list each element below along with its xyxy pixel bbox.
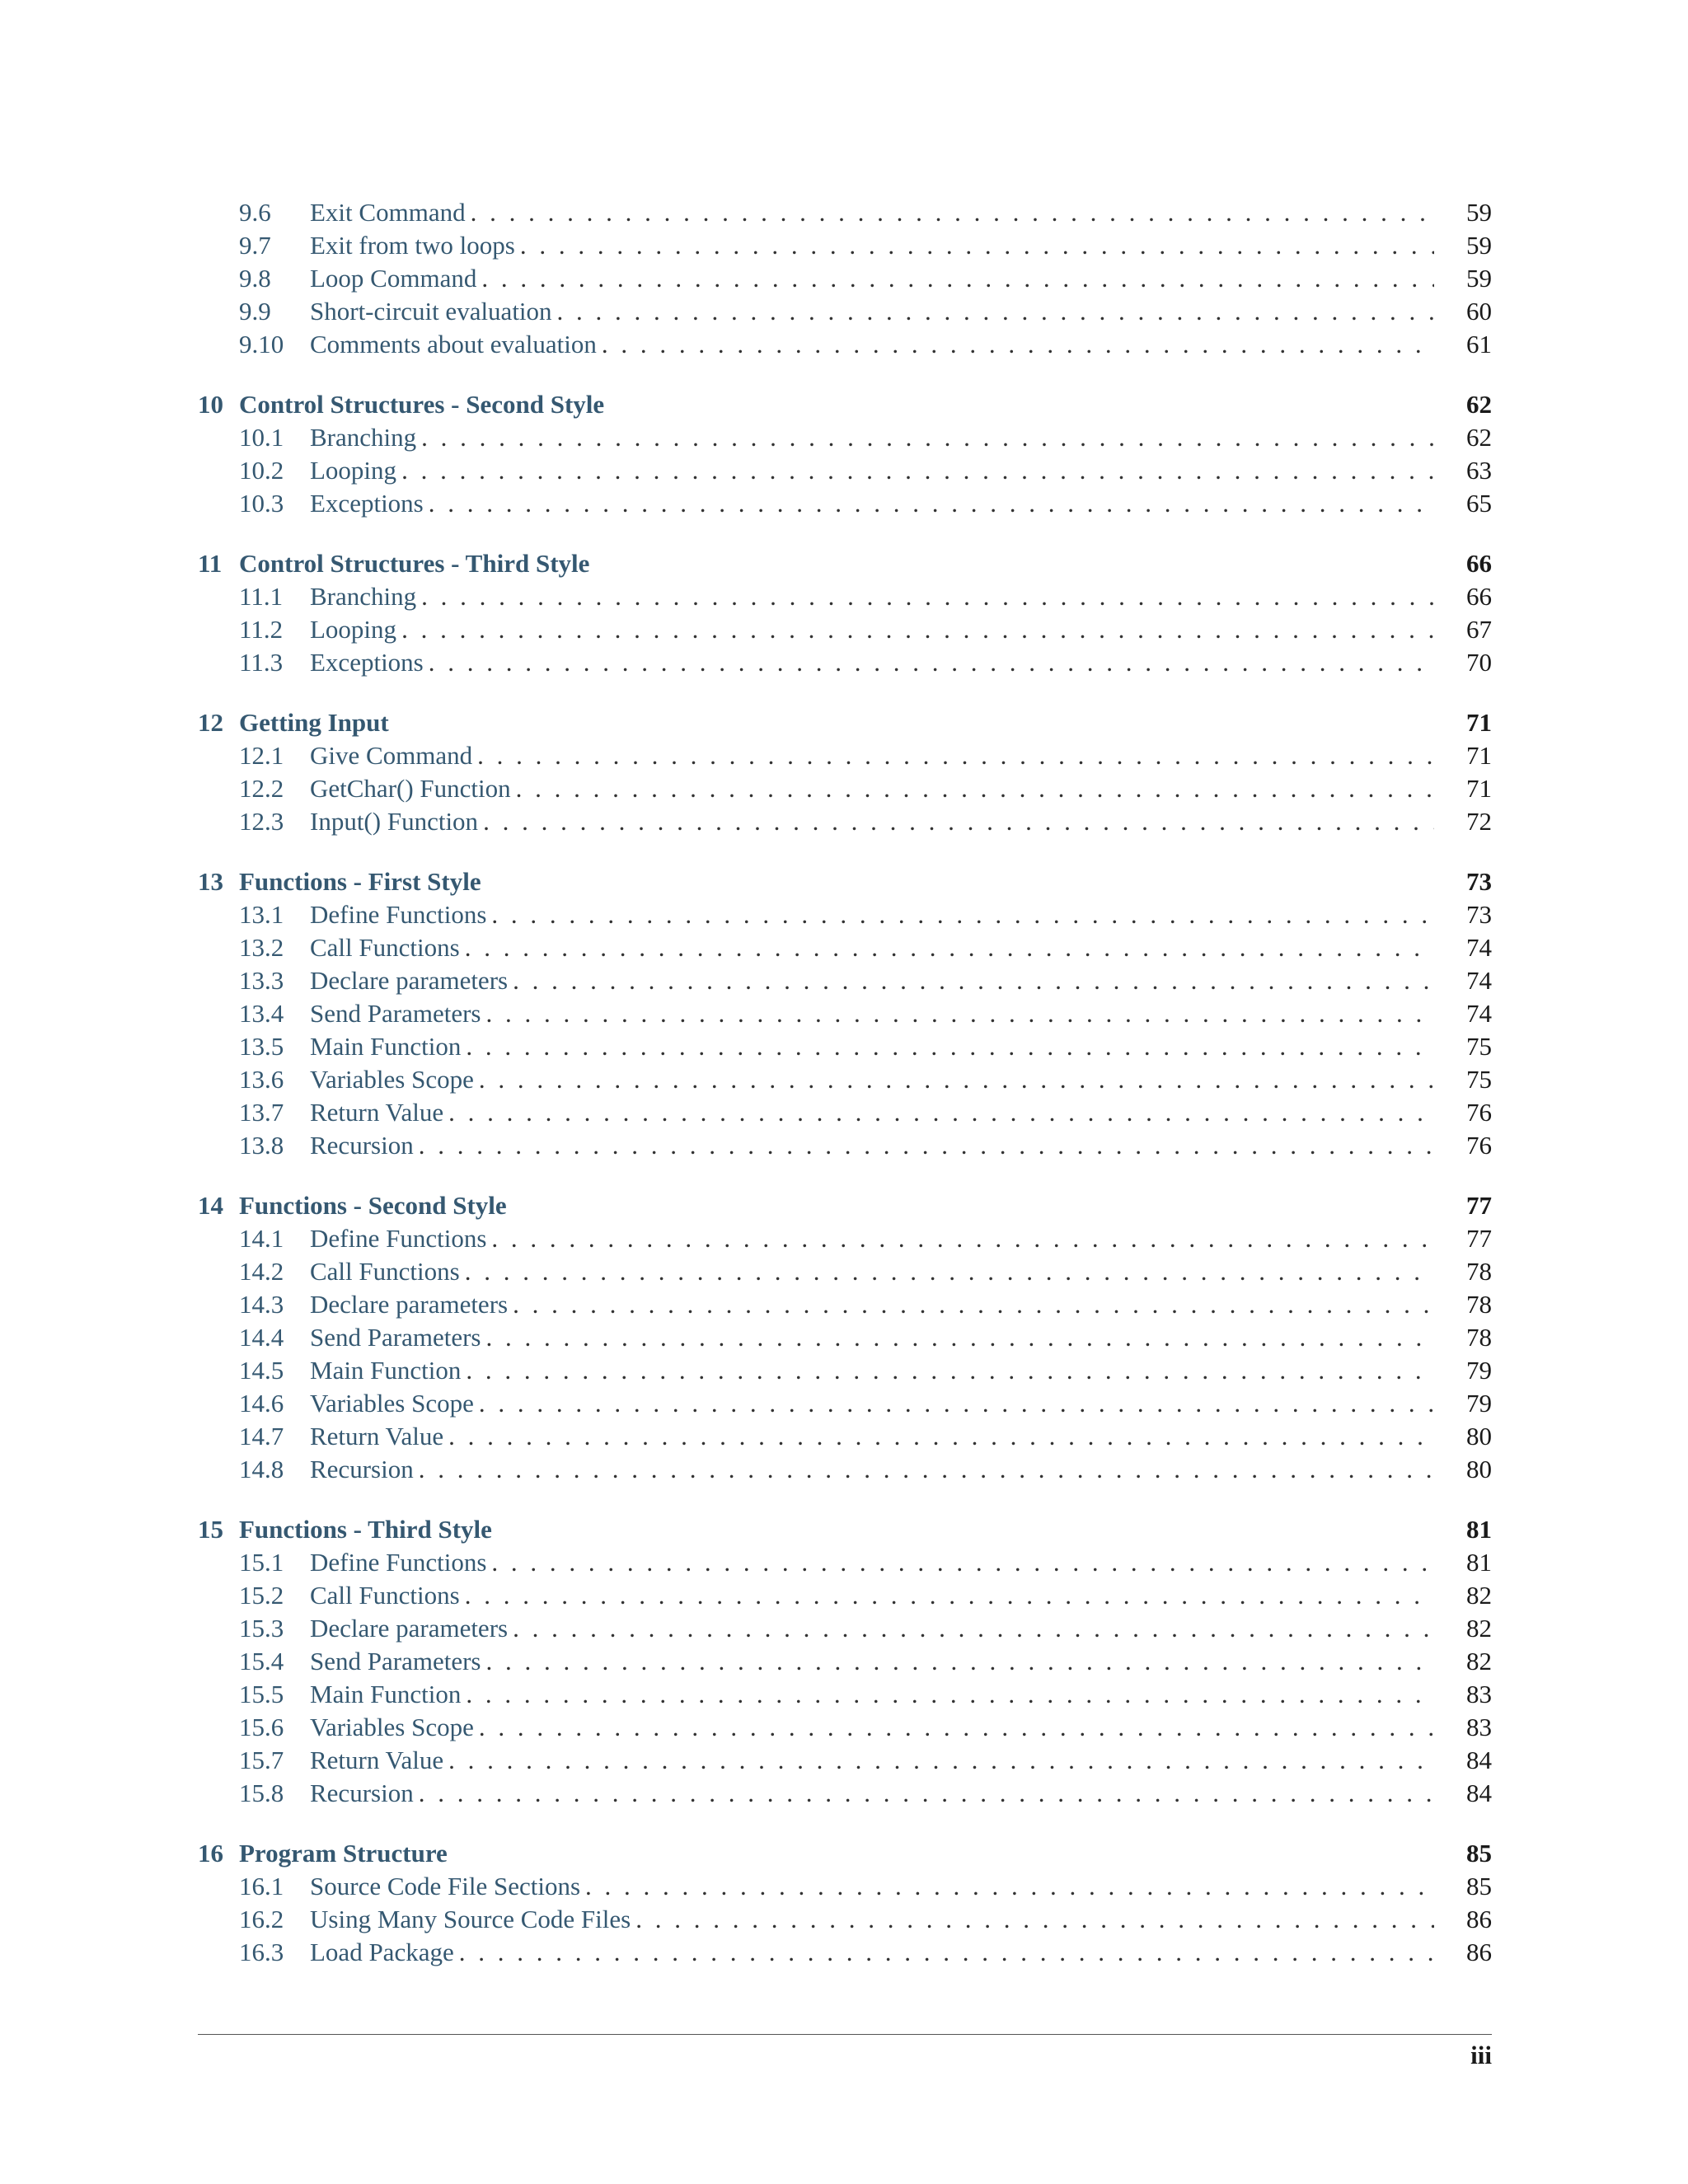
- section-page-number: 85: [1466, 1872, 1492, 1900]
- section-entry[interactable]: [198, 613, 1492, 646]
- dot-leader: [513, 1612, 1434, 1645]
- section-entry[interactable]: [198, 1288, 1492, 1321]
- chapter-entry[interactable]: [198, 706, 1492, 739]
- dot-leader: [465, 1579, 1434, 1612]
- section-entry[interactable]: [198, 580, 1492, 613]
- section-entry[interactable]: [198, 772, 1492, 805]
- section-entry[interactable]: [198, 1903, 1492, 1936]
- dot-leader: [485, 1645, 1434, 1678]
- section-entry[interactable]: [198, 196, 1492, 229]
- section-page-number: 74: [1466, 933, 1492, 962]
- section-page-number: 78: [1466, 1257, 1492, 1286]
- dot-leader: [491, 1546, 1434, 1579]
- section-number-link[interactable]: 13.2: [239, 933, 284, 962]
- dot-leader: [401, 454, 1434, 487]
- section-entry[interactable]: [198, 1711, 1492, 1744]
- section-page-number: 78: [1466, 1290, 1492, 1319]
- chapter-entry[interactable]: [198, 388, 1492, 421]
- section-title-link[interactable]: Loop Command: [310, 264, 477, 293]
- section-number-link[interactable]: 13.6: [239, 1065, 284, 1094]
- section-entry[interactable]: [198, 1777, 1492, 1810]
- toc-chapter: [198, 196, 1492, 361]
- section-entry[interactable]: [198, 1420, 1492, 1453]
- dot-leader: [466, 1030, 1434, 1063]
- dot-leader: [485, 1321, 1434, 1354]
- dot-leader: [466, 1678, 1434, 1711]
- section-title-link[interactable]: Return Value: [310, 1746, 444, 1774]
- section-entry[interactable]: [198, 646, 1492, 679]
- chapter-number: 16: [198, 1839, 223, 1868]
- section-entry[interactable]: [198, 1453, 1492, 1486]
- dot-leader: [477, 739, 1434, 772]
- section-page-number: 84: [1466, 1746, 1492, 1774]
- section-entry[interactable]: [198, 1612, 1492, 1645]
- section-page-number: 81: [1466, 1548, 1492, 1577]
- section-title-link[interactable]: Using Many Source Code Files: [310, 1905, 631, 1933]
- section-entry[interactable]: [198, 1678, 1492, 1711]
- section-page-number: 70: [1466, 648, 1492, 677]
- toc-chapter: [198, 1189, 1492, 1486]
- section-number-link[interactable]: 15.5: [239, 1680, 284, 1708]
- section-entry[interactable]: [198, 1546, 1492, 1579]
- section-page-number: 78: [1466, 1323, 1492, 1352]
- section-title-link[interactable]: Source Code File Sections: [310, 1872, 581, 1900]
- toc-chapter: [198, 388, 1492, 520]
- section-page-number: 79: [1466, 1389, 1492, 1418]
- section-number-link[interactable]: 15.7: [239, 1746, 284, 1774]
- chapter-title-link[interactable]: Control Structures - Second Style: [239, 390, 605, 419]
- section-title-link[interactable]: Looping: [310, 615, 397, 644]
- section-number-link[interactable]: 16.2: [239, 1905, 284, 1933]
- dot-leader: [465, 931, 1434, 964]
- chapter-title-link[interactable]: Getting Input: [239, 708, 389, 737]
- section-page-number: 66: [1466, 582, 1492, 611]
- chapter-title-link[interactable]: Functions - Third Style: [239, 1515, 492, 1544]
- section-entry[interactable]: [198, 262, 1492, 295]
- chapter-entry[interactable]: [198, 1189, 1492, 1222]
- section-title-link[interactable]: Variables Scope: [310, 1389, 474, 1418]
- section-title-link[interactable]: Declare parameters: [310, 966, 509, 995]
- section-page-number: 59: [1466, 198, 1492, 227]
- section-title-link[interactable]: Main Function: [310, 1356, 462, 1385]
- chapter-entry[interactable]: [198, 865, 1492, 898]
- section-number-link[interactable]: 14.3: [239, 1290, 284, 1319]
- section-number-link[interactable]: 14.4: [239, 1323, 284, 1352]
- chapter-page-number: 71: [1466, 708, 1492, 737]
- section-title-link[interactable]: Return Value: [310, 1422, 444, 1451]
- chapter-number: 14: [198, 1191, 223, 1220]
- section-title-link[interactable]: Main Function: [310, 1032, 462, 1061]
- chapter-page-number: 66: [1466, 549, 1492, 578]
- section-title-link[interactable]: Declare parameters: [310, 1290, 509, 1319]
- section-page-number: 74: [1466, 966, 1492, 995]
- section-entry[interactable]: [198, 1645, 1492, 1678]
- section-page-number: 80: [1466, 1422, 1492, 1451]
- section-number-link[interactable]: 11.3: [239, 648, 284, 677]
- dot-leader: [602, 328, 1434, 361]
- section-page-number: 82: [1466, 1581, 1492, 1610]
- section-page-number: 77: [1466, 1224, 1492, 1253]
- section-page-number: 61: [1466, 330, 1492, 359]
- section-title-link[interactable]: Call Functions: [310, 1581, 460, 1610]
- section-page-number: 83: [1466, 1680, 1492, 1708]
- section-entry[interactable]: [198, 805, 1492, 838]
- section-title-link[interactable]: Branching: [310, 582, 417, 611]
- section-number-link[interactable]: 16.1: [239, 1872, 284, 1900]
- dot-leader: [421, 580, 1434, 613]
- dot-leader: [466, 1354, 1434, 1387]
- section-page-number: 74: [1466, 999, 1492, 1028]
- section-entry[interactable]: [198, 1744, 1492, 1777]
- dot-leader: [516, 772, 1434, 805]
- toc-chapter: [198, 1513, 1492, 1810]
- dot-leader: [513, 1288, 1434, 1321]
- section-number-link[interactable]: 13.7: [239, 1098, 284, 1127]
- dot-leader: [448, 1420, 1434, 1453]
- section-number-link[interactable]: 9.8: [239, 264, 271, 293]
- chapter-page-number: 73: [1466, 867, 1492, 896]
- dot-leader: [429, 646, 1434, 679]
- section-title-link[interactable]: Send Parameters: [310, 1647, 481, 1675]
- section-number-link[interactable]: 13.4: [239, 999, 284, 1028]
- section-title-link[interactable]: Call Functions: [310, 933, 460, 962]
- section-number-link[interactable]: 15.4: [239, 1647, 284, 1675]
- chapter-number: 10: [198, 390, 223, 419]
- section-title-link[interactable]: Define Functions: [310, 900, 487, 929]
- section-title-link[interactable]: Variables Scope: [310, 1065, 474, 1094]
- section-number-link[interactable]: 12.2: [239, 774, 284, 803]
- chapter-page-number: 62: [1466, 390, 1492, 419]
- section-page-number: 79: [1466, 1356, 1492, 1385]
- section-number-link[interactable]: 9.6: [239, 198, 271, 227]
- chapter-title-link[interactable]: Program Structure: [239, 1839, 448, 1868]
- section-number-link[interactable]: 10.2: [239, 456, 284, 485]
- section-entry[interactable]: [198, 1354, 1492, 1387]
- chapter-number: 11: [198, 549, 223, 578]
- chapter-title-link[interactable]: Control Structures - Third Style: [239, 549, 590, 578]
- section-page-number: 82: [1466, 1647, 1492, 1675]
- dot-leader: [585, 1870, 1434, 1903]
- section-entry[interactable]: [198, 1129, 1492, 1162]
- section-entry[interactable]: [198, 1096, 1492, 1129]
- section-title-link[interactable]: Call Functions: [310, 1257, 460, 1286]
- section-title-link[interactable]: Recursion: [310, 1779, 414, 1807]
- section-number-link[interactable]: 9.7: [239, 231, 271, 260]
- section-page-number: 59: [1466, 264, 1492, 293]
- chapter-title-link[interactable]: Functions - First Style: [239, 867, 481, 896]
- section-title-link[interactable]: Recursion: [310, 1131, 414, 1160]
- section-title-link[interactable]: Main Function: [310, 1680, 462, 1708]
- dot-leader: [557, 295, 1434, 328]
- section-entry[interactable]: [198, 1030, 1492, 1063]
- section-number-link[interactable]: 15.3: [239, 1614, 284, 1643]
- section-entry[interactable]: [198, 1255, 1492, 1288]
- section-title-link[interactable]: Send Parameters: [310, 999, 481, 1028]
- dot-leader: [401, 613, 1434, 646]
- section-number-link[interactable]: 15.1: [239, 1548, 284, 1577]
- section-number-link[interactable]: 11.2: [239, 615, 284, 644]
- section-entry[interactable]: [198, 964, 1492, 997]
- section-entry[interactable]: [198, 1321, 1492, 1354]
- section-number-link[interactable]: 10.3: [239, 489, 284, 518]
- section-entry[interactable]: [198, 997, 1492, 1030]
- section-number-link[interactable]: 14.6: [239, 1389, 284, 1418]
- section-page-number: 63: [1466, 456, 1492, 485]
- section-entry[interactable]: [198, 454, 1492, 487]
- section-page-number: 83: [1466, 1713, 1492, 1741]
- section-number-link[interactable]: 11.1: [239, 582, 284, 611]
- section-title-link[interactable]: Load Package: [310, 1938, 454, 1966]
- section-title-link[interactable]: Give Command: [310, 741, 473, 770]
- section-title-link[interactable]: Variables Scope: [310, 1713, 474, 1741]
- section-page-number: 75: [1466, 1032, 1492, 1061]
- section-page-number: 59: [1466, 231, 1492, 260]
- chapter-page-number: 81: [1466, 1515, 1492, 1544]
- section-page-number: 67: [1466, 615, 1492, 644]
- section-entry[interactable]: [198, 487, 1492, 520]
- dot-leader: [479, 1063, 1434, 1096]
- chapter-title-link[interactable]: Functions - Second Style: [239, 1191, 507, 1220]
- dot-leader: [491, 898, 1434, 931]
- section-entry[interactable]: [198, 421, 1492, 454]
- dot-leader: [513, 964, 1434, 997]
- section-page-number: 62: [1466, 423, 1492, 452]
- dot-leader: [635, 1903, 1434, 1936]
- section-page-number: 72: [1466, 807, 1492, 836]
- section-title-link[interactable]: GetChar() Function: [310, 774, 511, 803]
- section-number-link[interactable]: 16.3: [239, 1938, 284, 1966]
- dot-leader: [483, 805, 1434, 838]
- section-page-number: 86: [1466, 1905, 1492, 1933]
- dot-leader: [465, 1255, 1434, 1288]
- section-page-number: 60: [1466, 297, 1492, 326]
- section-title-link[interactable]: Exceptions: [310, 648, 424, 677]
- section-title-link[interactable]: Exit Command: [310, 198, 466, 227]
- section-page-number: 86: [1466, 1938, 1492, 1966]
- toc-chapter: [198, 865, 1492, 1162]
- dot-leader: [419, 1129, 1434, 1162]
- section-entry[interactable]: [198, 1936, 1492, 1969]
- section-title-link[interactable]: Define Functions: [310, 1548, 487, 1577]
- table-of-contents: [198, 196, 1492, 1996]
- section-number-link[interactable]: 14.7: [239, 1422, 284, 1451]
- section-title-link[interactable]: Exit from two loops: [310, 231, 515, 260]
- dot-leader: [419, 1777, 1434, 1810]
- dot-leader: [421, 421, 1434, 454]
- section-entry[interactable]: [198, 1870, 1492, 1903]
- dot-leader: [459, 1936, 1434, 1969]
- section-number-link[interactable]: 9.9: [239, 297, 271, 326]
- section-title-link[interactable]: Comments about evaluation: [310, 330, 597, 359]
- section-title-link[interactable]: Branching: [310, 423, 417, 452]
- section-number-link[interactable]: 14.1: [239, 1224, 284, 1253]
- page-number: iii: [1470, 2041, 1492, 2069]
- dot-leader: [485, 997, 1434, 1030]
- section-entry[interactable]: [198, 1222, 1492, 1255]
- section-number-link[interactable]: 13.3: [239, 966, 284, 995]
- chapter-entry[interactable]: [198, 547, 1492, 580]
- section-number-link[interactable]: 14.2: [239, 1257, 284, 1286]
- section-page-number: 71: [1466, 774, 1492, 803]
- section-entry[interactable]: [198, 931, 1492, 964]
- section-entry[interactable]: [198, 1579, 1492, 1612]
- section-page-number: 76: [1466, 1131, 1492, 1160]
- chapter-number: 12: [198, 708, 223, 737]
- section-title-link[interactable]: Define Functions: [310, 1224, 487, 1253]
- chapter-entry[interactable]: [198, 1513, 1492, 1546]
- section-number-link[interactable]: 13.8: [239, 1131, 284, 1160]
- section-entry[interactable]: [198, 739, 1492, 772]
- section-title-link[interactable]: Exceptions: [310, 489, 424, 518]
- section-page-number: 80: [1466, 1455, 1492, 1483]
- chapter-entry[interactable]: [198, 1837, 1492, 1870]
- toc-chapter: [198, 1837, 1492, 1969]
- section-title-link[interactable]: Send Parameters: [310, 1323, 481, 1352]
- dot-leader: [481, 262, 1434, 295]
- section-entry[interactable]: [198, 229, 1492, 262]
- section-entry[interactable]: [198, 328, 1492, 361]
- section-page-number: 82: [1466, 1614, 1492, 1643]
- dot-leader: [471, 196, 1434, 229]
- section-title-link[interactable]: Input() Function: [310, 807, 479, 836]
- section-number-link[interactable]: 10.1: [239, 423, 284, 452]
- section-title-link[interactable]: Declare parameters: [310, 1614, 509, 1643]
- section-entry[interactable]: [198, 1387, 1492, 1420]
- dot-leader: [448, 1744, 1434, 1777]
- section-page-number: 84: [1466, 1779, 1492, 1807]
- section-number-link[interactable]: 12.1: [239, 741, 284, 770]
- section-title-link[interactable]: Looping: [310, 456, 397, 485]
- toc-chapter: [198, 706, 1492, 838]
- dot-leader: [479, 1387, 1434, 1420]
- section-page-number: 75: [1466, 1065, 1492, 1094]
- section-number-link[interactable]: 14.5: [239, 1356, 284, 1385]
- section-entry[interactable]: [198, 898, 1492, 931]
- dot-leader: [491, 1222, 1434, 1255]
- section-number-link[interactable]: 15.8: [239, 1779, 284, 1807]
- toc-chapter: [198, 547, 1492, 679]
- section-number-link[interactable]: 12.3: [239, 807, 284, 836]
- chapter-number: 13: [198, 867, 223, 896]
- section-number-link[interactable]: 14.8: [239, 1455, 284, 1483]
- section-page-number: 65: [1466, 489, 1492, 518]
- section-number-link[interactable]: 13.1: [239, 900, 284, 929]
- section-page-number: 73: [1466, 900, 1492, 929]
- section-title-link[interactable]: Short-circuit evaluation: [310, 297, 552, 326]
- section-number-link[interactable]: 9.10: [239, 330, 284, 359]
- section-entry[interactable]: [198, 1063, 1492, 1096]
- section-number-link[interactable]: 15.2: [239, 1581, 284, 1610]
- dot-leader: [429, 487, 1434, 520]
- section-title-link[interactable]: Recursion: [310, 1455, 414, 1483]
- chapter-page-number: 77: [1466, 1191, 1492, 1220]
- section-number-link[interactable]: 15.6: [239, 1713, 284, 1741]
- section-page-number: 76: [1466, 1098, 1492, 1127]
- dot-leader: [448, 1096, 1434, 1129]
- section-entry[interactable]: [198, 295, 1492, 328]
- section-page-number: 71: [1466, 741, 1492, 770]
- dot-leader: [520, 229, 1434, 262]
- chapter-page-number: 85: [1466, 1839, 1492, 1868]
- footer-divider: [198, 2034, 1492, 2035]
- chapter-number: 15: [198, 1515, 223, 1544]
- dot-leader: [419, 1453, 1434, 1486]
- section-title-link[interactable]: Return Value: [310, 1098, 444, 1127]
- dot-leader: [479, 1711, 1434, 1744]
- section-number-link[interactable]: 13.5: [239, 1032, 284, 1061]
